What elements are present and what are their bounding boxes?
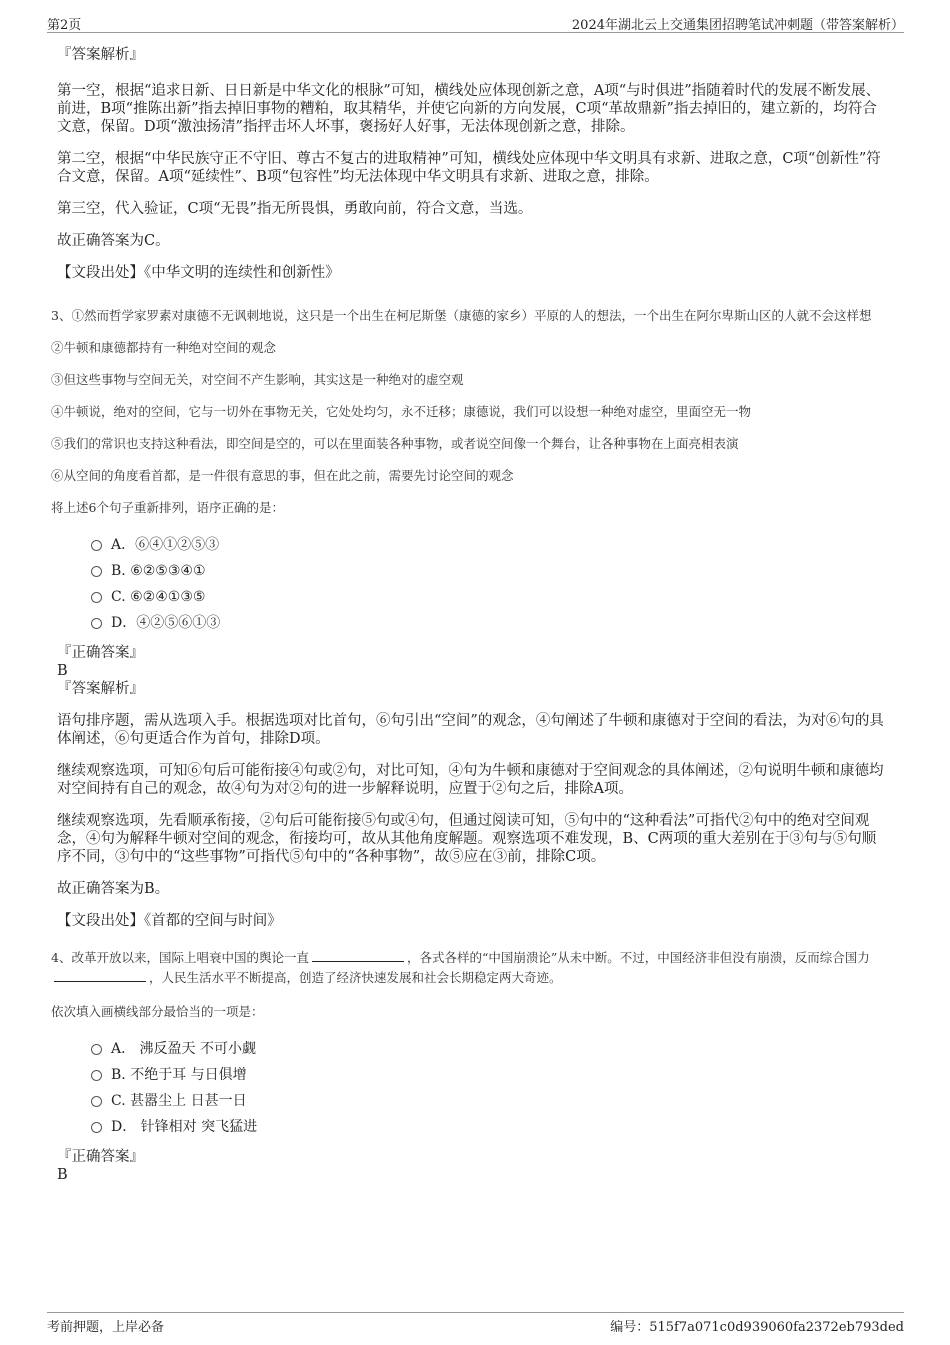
q4-option-a[interactable]: A． 沸反盈天 不可小觑 [91, 1036, 887, 1062]
page-number: 第2页 [47, 18, 82, 33]
page-content [51, 46, 887, 1184]
q3-stem: 3、①然而哲学家罗素对康德不无讽刺地说，这只是一个出生在柯尼斯堡（康德的家乡）平原的人的想法，一个出生在阿尔卑斯山区的人就不会这样想 [51, 308, 872, 323]
q3-sentence-6: ⑥从空间的角度看首都，是一件很有意思的事，但在此之前，需要先讨论空间的观念 [51, 468, 514, 483]
radio-icon[interactable] [91, 592, 102, 603]
radio-icon[interactable] [91, 1044, 102, 1055]
q3-option-b[interactable]: B. ⑥②⑤③④① [91, 558, 887, 584]
q4-option-d[interactable]: D． 针锋相对 突飞猛进 [91, 1114, 887, 1140]
radio-icon[interactable] [91, 618, 102, 629]
q2-analysis-p4: 故正确答案为C。 [57, 233, 170, 249]
q4-option-b[interactable]: B. 不绝于耳 与日俱增 [91, 1062, 887, 1088]
q4-answer: B [57, 1167, 68, 1183]
q3-sentence-5: ⑤我们的常识也支持这种看法，即空间是空的，可以在里面装各种事物，或者说空间像一个舞台，让各种事物在上面亮相表演 [51, 436, 739, 451]
document-title: 2024年湖北云上交通集团招聘笔试冲刺题（带答案解析） [571, 18, 904, 33]
q3-analysis-p3: 继续观察选项，先看顺承衔接，②句后可能衔接⑤句或④句，但通过阅读可知，⑤句中的“这种看法”可指代②句中的绝对空间观念，④句为解释牛顿对空间的观念，衔接均可，故从其他角度解题。观察选项不难发现，B、C两项的重大差别在于③句与⑤句顺序不同，③句中的“这些事物”可指代⑤句中的“各种事物”，故⑤应在③前，排除C项。 [57, 813, 877, 865]
q3-option-c[interactable]: C. ⑥②④①③⑤ [91, 584, 887, 610]
q3-option-d[interactable]: D．④②⑤⑥①③ [91, 610, 887, 636]
q3-analysis-label: 『答案解析』 [57, 681, 144, 697]
q2-analysis-p3: 第三空，代入验证，C项“无畏”指无所畏惧，勇敢向前，符合文意，当选。 [57, 201, 533, 217]
footer-slogan: 考前押题，上岸必备 [47, 1320, 165, 1335]
q3-analysis-p1: 语句排序题，需从选项入手。根据选项对比首句，⑥句引出“空间”的观念，④句阐述了牛顿和康德对于空间的看法，为对⑥句的具体阐述，⑥句更适合作为首句，排除D项。 [57, 713, 884, 747]
q4-options [91, 1036, 887, 1140]
radio-icon[interactable] [91, 540, 102, 551]
q4-question: 依次填入画横线部分最恰当的一项是： [51, 1004, 264, 1019]
q2-source: 【文段出处】《中华文明的连续性和创新性》 [57, 265, 340, 281]
q3-analysis-p2: 继续观察选项，可知⑥句后可能衔接④句或②句，对比可知，④句为牛顿和康德对于空间观念的具体阐述，②句说明牛顿和康德均对空间持有自己的观念，故④句为对②句的进一步解释说明，应置于②句之后，排除A项。 [57, 763, 884, 797]
q4-stem: 4、改革开放以来，国际上唱衰中国的舆论一直 ，各式各样的“中国崩溃论”从未中断。不过，中国经济非但没有崩溃，反而综合国力，人民生活水平不断提高，创造了经济快速发展和社会长期稳定两大奇迹。 [51, 950, 870, 985]
q3-option-a[interactable]: A．⑥④①②⑤③ [91, 532, 887, 558]
page-header [47, 14, 904, 33]
q4-answer-label: 『正确答案』 [57, 1149, 144, 1165]
radio-icon[interactable] [91, 1122, 102, 1133]
q3-source: 【文段出处】《首都的空间与时间》 [57, 913, 282, 929]
q3-answer: B [57, 663, 68, 679]
q2-analysis-label: 『答案解析』 [57, 47, 144, 63]
q3-answer-label: 『正确答案』 [57, 645, 144, 661]
blank-line [312, 949, 404, 962]
q3-sentence-2: ②牛顿和康德都持有一种绝对空间的观念 [51, 340, 277, 355]
radio-icon[interactable] [91, 566, 102, 577]
document-code: 编号：515f7a071c0d939060fa2372eb793ded [610, 1320, 904, 1335]
blank-line [54, 969, 146, 982]
q3-sentence-4: ④牛顿说，绝对的空间，它与一切外在事物无关，它处处均匀，永不迁移；康德说，我们可以设想一种绝对虚空，里面空无一物 [51, 404, 752, 419]
radio-icon[interactable] [91, 1070, 102, 1081]
q3-analysis-p4: 故正确答案为B。 [57, 881, 170, 897]
radio-icon[interactable] [91, 1096, 102, 1107]
q4-option-c[interactable]: C. 甚嚣尘上 日甚一日 [91, 1088, 887, 1114]
q3-question: 将上述6个句子重新排列，语序正确的是： [51, 500, 284, 515]
q3-sentence-3: ③但这些事物与空间无关，对空间不产生影响，其实这是一种绝对的虚空观 [51, 372, 464, 387]
q2-analysis-p1: 第一空，根据“追求日新、日日新是中华文化的根脉”可知，横线处应体现创新之意，A项“与时俱进”指随着时代的发展不断发展、前进，B项“推陈出新”指去掉旧事物的糟粕，取其精华，并使它向新的方向发展，C项“革故鼎新”指去掉旧的，建立新的，均符合文意，保留。D项“激浊扬清”指抨击坏人坏事，褒扬好人好事，无法体现创新之意，排除。 [57, 83, 881, 135]
q2-analysis-p2: 第二空，根据“中华民族守正不守旧、尊古不复古的进取精神”可知，横线处应体现中华文明具有求新、进取之意，C项“创新性”符合文意，保留。A项“延续性”、B项“包容性”均无法体现中华文明具有求新、进取之意，排除。 [57, 151, 881, 185]
page-footer [47, 1312, 904, 1336]
q3-options [91, 532, 887, 636]
